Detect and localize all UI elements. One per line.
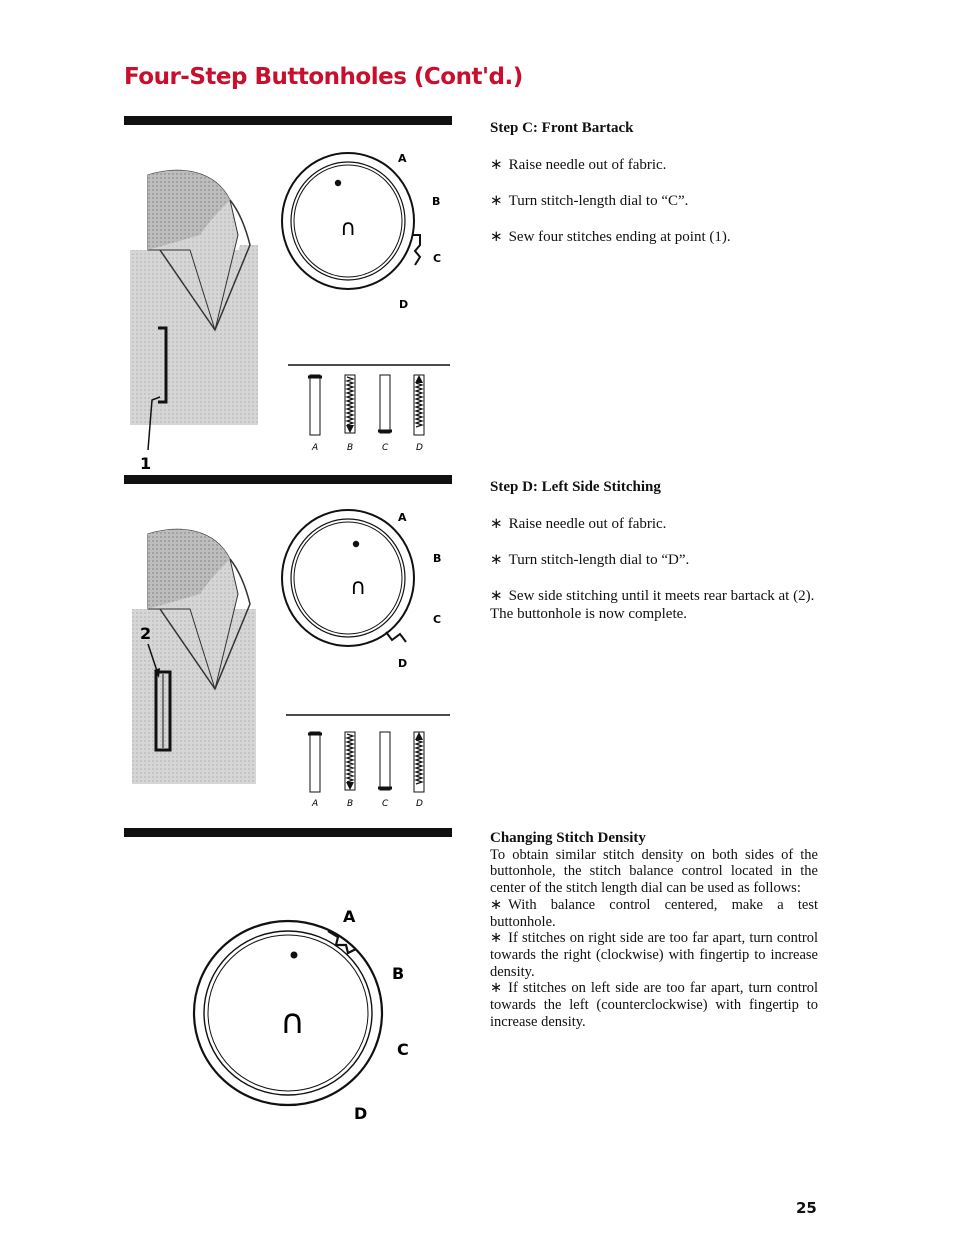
step-d-section [490,478,818,641]
dial-label-b: B [433,552,442,565]
garment-front [130,170,258,425]
step-d-item: ∗ Raise needle out of fabric. [490,516,667,532]
step-c-item: ∗ Turn stitch-length dial to “C”. [490,193,689,209]
point-1-label: 1 [140,454,152,473]
dial-symbol: ∩ [280,1002,305,1042]
density-item: ∗ With balance control centered, make a test buttonhole. [490,896,818,930]
strip-label-c: C [382,799,389,809]
strip-label-b: B [347,443,354,453]
dial-label-c: C [433,252,442,265]
dial-label-d: D [398,657,408,670]
density-section [490,830,818,1030]
dial-label-a: A [398,511,407,524]
dial-label-a: A [398,152,407,165]
page-title: Four-Step Buttonholes (Cont'd.) [124,64,523,90]
page-number: 25 [796,1199,817,1217]
dial-label-c: C [397,1040,409,1059]
strip-label-d: D [416,443,423,453]
density-dial-illustration [180,895,440,1135]
section-bar-c [124,116,452,125]
step-c-item: ∗ Sew four stitches ending at point (1). [490,229,731,245]
step-c-item: ∗ Raise needle out of fabric. [490,157,667,173]
step-d-item: ∗ Sew side stitching until it meets rear bartack at (2). The buttonhole is now complete. [490,588,815,622]
dial-label-a: A [343,907,356,926]
section-bar-d [124,475,452,484]
strip-label-c: C [382,443,389,453]
strip-label-b: B [347,799,354,809]
strip-label-a: A [312,799,319,809]
dial-label-d: D [354,1104,368,1123]
strip-label-d: D [416,799,423,809]
section-bar-density [124,828,452,837]
point-2-label: 2 [140,624,152,643]
dial-label-b: B [432,195,441,208]
density-item: ∗ If stitches on left side are too far apart, turn control towards the left (counterclockwise) with fingertip to increase density. [490,980,818,1030]
stitch-pattern-strip [308,375,424,435]
step-c-illustration [120,125,460,475]
step-c-heading: Step C: Front Bartack [490,120,634,136]
dial-symbol: ∩ [340,216,357,241]
density-intro: To obtain similar stitch density on both sides of the buttonhole, the stitch balance control located in the center of the stitch length dial can be used as follows: [490,846,818,897]
dial-label-c: C [433,613,442,626]
strip-label-a: A [312,443,319,453]
density-item: ∗ If stitches on right side are too far apart, turn control towards the right (clockwise) with fingertip to increase density. [490,930,818,980]
step-c-section [490,119,818,264]
dial-label-b: B [392,964,405,983]
step-d-heading: Step D: Left Side Stitching [490,479,661,495]
stitch-length-dial [282,153,420,289]
stitch-length-dial [282,510,414,646]
stitch-balance-dial [194,921,382,1105]
garment-front [132,529,256,784]
dial-label-d: D [399,298,409,311]
density-heading: Changing Stitch Density [490,830,646,846]
dial-symbol: ∩ [350,575,367,600]
stitch-pattern-strip [308,732,424,792]
step-d-item: ∗ Turn stitch-length dial to “D”. [490,552,690,568]
step-d-illustration [120,484,460,814]
